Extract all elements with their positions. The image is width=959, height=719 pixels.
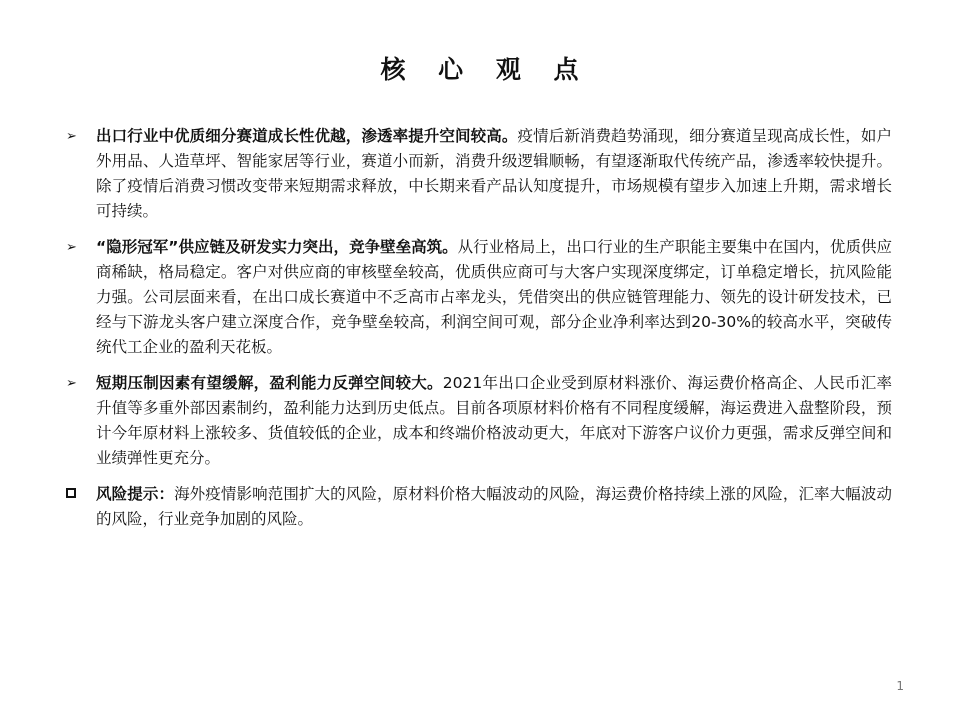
key-point-heading: “隐形冠军”供应链及研发实力突出，竞争壁垒高筑。 bbox=[96, 238, 458, 256]
key-point-body: 疫情后新消费趋势涌现，细分赛道呈现高成长性，如户外用品、人造草坪、智能家居等行业，赛道小而新，消费升级逻辑顺畅，有望逐渐取代传统产品，渗透率较快提升。除了疫情后消费习惯改变带来短期需求释放，中长期来看产品认知度提升，市场规模有望步入加速上升期，需求增长可持续。 bbox=[96, 127, 892, 220]
key-point bbox=[66, 235, 892, 360]
arrow-bullet-icon: ➢ bbox=[66, 376, 77, 391]
page-number: 1 bbox=[896, 679, 904, 693]
key-points-list bbox=[66, 124, 892, 543]
risk-warning bbox=[66, 482, 892, 532]
key-point-text bbox=[96, 235, 892, 360]
risk-warning-body: 海外疫情影响范围扩大的风险，原材料价格大幅波动的风险，海运费价格持续上涨的风险，汇率大幅波动的风险，行业竞争加剧的风险。 bbox=[96, 485, 892, 528]
square-bullet-icon bbox=[66, 482, 96, 507]
key-point-body: 2021年出口企业受到原材料涨价、海运费价格高企、人民币汇率升值等多重外部因素制约，盈利能力达到历史低点。目前各项原材料价格有不同程度缓解，海运费进入盘整阶段，预计今年原材料上涨较多、货值较低的企业，成本和终端价格波动更大，年底对下游客户议价力更强，需求反弹空间和业绩弹性更充分。 bbox=[96, 374, 892, 467]
risk-warning-text bbox=[96, 482, 892, 532]
key-point bbox=[66, 124, 892, 224]
key-point-heading: 出口行业中优质细分赛道成长性优越，渗透率提升空间较高。 bbox=[96, 127, 518, 145]
arrow-bullet-icon: ➢ bbox=[66, 240, 77, 255]
risk-warning-heading: 风险提示： bbox=[96, 485, 175, 503]
key-point-body: 从行业格局上，出口行业的生产职能主要集中在国内，优质供应商稀缺，格局稳定。客户对供应商的审核壁垒较高，优质供应商可与大客户实现深度绑定，订单稳定增长，抗风险能力强。公司层面来看，在出口成长赛道中不乏高市占率龙头，凭借突出的供应链管理能力、领先的设计研发技术，已经与下游龙头客户建立深度合作，竞争壁垒较高，利润空间可观，部分企业净利率达到20-30%的较高水平，突破传统代工企业的盈利天花板。 bbox=[96, 238, 892, 356]
arrow-bullet-icon: ➢ bbox=[66, 129, 77, 144]
key-point-text bbox=[96, 371, 892, 471]
key-point-heading: 短期压制因素有望缓解，盈利能力反弹空间较大。 bbox=[96, 374, 443, 392]
key-point-text bbox=[96, 124, 892, 224]
key-point bbox=[66, 371, 892, 471]
page-title: 核 心 观 点 bbox=[380, 55, 591, 84]
